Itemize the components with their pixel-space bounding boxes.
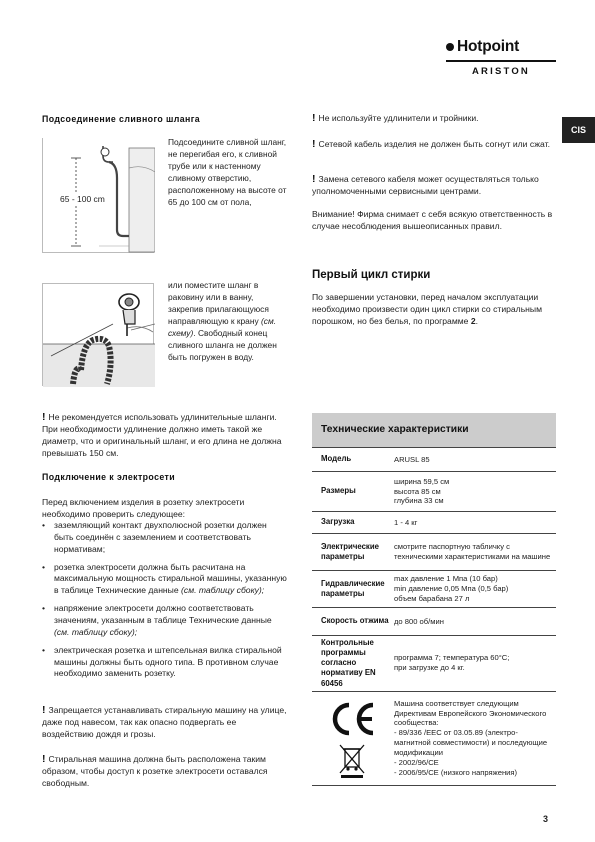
table-row: Гидравлические параметры max давление 1 Мпа (10 бар) min давление 0,05 Мпа (0,5 бар) объем барабана 27 л xyxy=(312,571,556,608)
table-row: Модель ARUSL 85 xyxy=(312,448,556,472)
sink-drain-diagram-icon xyxy=(43,284,155,387)
warning-extension-hoses: ! Не рекомендуется использовать удлинительные шланги. При необходимости удлинение должно иметь такой же диаметр, что и оригинальный шланг, и его длина не должна превышать 150 см. xyxy=(42,411,282,459)
warning-icon: ! xyxy=(312,138,316,150)
certification-marks xyxy=(312,691,394,785)
list-item: • розетка электросети должна быть расчитана на максимальную мощность стиральной машины, указанную в таблице Технические данные (см. таблицу сбоку); xyxy=(42,562,287,598)
first-cycle-heading: Первый цикл стирки xyxy=(312,269,431,281)
warning-icon: ! xyxy=(312,112,316,124)
warning-icon: ! xyxy=(312,173,316,185)
list-item: • электрическая розетка и штепсельная вилка стиральной машины должны быть одного типа. В противном случае необходимо заменить розетку. xyxy=(42,645,287,681)
table-row: Размеры ширина 59,5 см высота 85 см глубина 33 см xyxy=(312,472,556,512)
spec-table-title: Технические характеристики xyxy=(312,413,556,447)
warning-cable-replace: ! Замена сетевого кабеля может осуществляться только уполномоченными сервисными центрами. xyxy=(312,173,539,197)
wall-drain-text: Подсоедините сливной шланг, не перегибая его, к сливной трубе или к настенному сливному отверстию, расположенному на высоте от 65 до 100 см от пола, xyxy=(168,137,287,207)
wall-drain-figure xyxy=(42,138,154,253)
hotpoint-ariston-logo xyxy=(446,36,556,78)
table-row: Машина соответствует следующим Директивам Европейского Экономического сообщества: - 89/336 /EEC от 03.05.89 (электро-магнитной совместимости) и последующие модификации - 2002/96/CE - 2006/95/CE (низкого напряжения) xyxy=(312,691,556,785)
ce-weee-icon xyxy=(323,695,383,779)
sink-drain-figure xyxy=(42,283,154,386)
sink-drain-text: или поместите шланг в раковину или в ванну, закрепив прилагающуюся направляющую к крану (см. схему). Свободный конец сливного шланга не должен быть погружен в воду. xyxy=(168,280,277,362)
page-number: 3 xyxy=(543,814,549,824)
warning-cable: ! Сетевой кабель изделия не должен быть согнут или сжат. xyxy=(312,138,550,150)
first-cycle-text: По завершении установки, перед началом эксплуатации необходимо произвести один цикл стирки со стиральным порошком, но без белья, по программе 2. xyxy=(312,292,542,326)
spec-table xyxy=(312,447,556,786)
logo-brand: Hotpoint xyxy=(457,38,520,55)
logo-dot-icon xyxy=(446,43,454,51)
drain-heading: Подсоединение сливного шланга xyxy=(42,114,201,124)
warning-icon: ! xyxy=(42,704,46,716)
list-item: • напряжение электросети должно соответствовать значениям, указанным в таблице Технические данные (см. таблицу сбоку); xyxy=(42,603,287,639)
logo-sub: ARISTON xyxy=(472,66,530,78)
electric-checklist xyxy=(42,520,287,686)
list-item: • заземляющий контакт двухполюсной розетки должен быть соединён с заземлением и соответствовать нормативам; xyxy=(42,520,287,556)
electric-heading: Подключение к электросети xyxy=(42,472,176,482)
logo-divider xyxy=(446,60,556,62)
table-row: Скорость отжима до 800 об/мин xyxy=(312,608,556,636)
table-row: Электрические параметры смотрите паспортную табличку с техническими характеристиками на машине xyxy=(312,534,556,571)
language-tab: CIS xyxy=(562,117,595,143)
warning-adapters: ! Не используйте удлинители и тройники. xyxy=(312,112,479,124)
attention-note: Внимание! Фирма снимает с себя всякую ответственность в случае несоблюдения вышеописанных правил. xyxy=(312,209,553,231)
warning-icon: ! xyxy=(42,753,46,765)
table-row: Контрольные программы согласно нормативу EN 60456 программа 7; температура 60°С; при загрузке до 4 кг. xyxy=(312,636,556,692)
electric-intro: Перед включением изделия в розетку электросети необходимо проверить следующее: xyxy=(42,497,245,519)
table-row: Загрузка 1 - 4 кг xyxy=(312,512,556,534)
warning-icon: ! xyxy=(42,411,46,423)
warning-outdoor: ! Запрещается устанавливать стиральную машину на улице, даже под навесом, так как опасно подвергать ее воздействию дождя и грозы. xyxy=(42,704,287,740)
height-label: 65 - 100 cm xyxy=(60,194,105,204)
warning-socket-access: ! Стиральная машина должна быть расположена таким образом, чтобы доступ к розетке электросети оставался свободным. xyxy=(42,753,268,789)
